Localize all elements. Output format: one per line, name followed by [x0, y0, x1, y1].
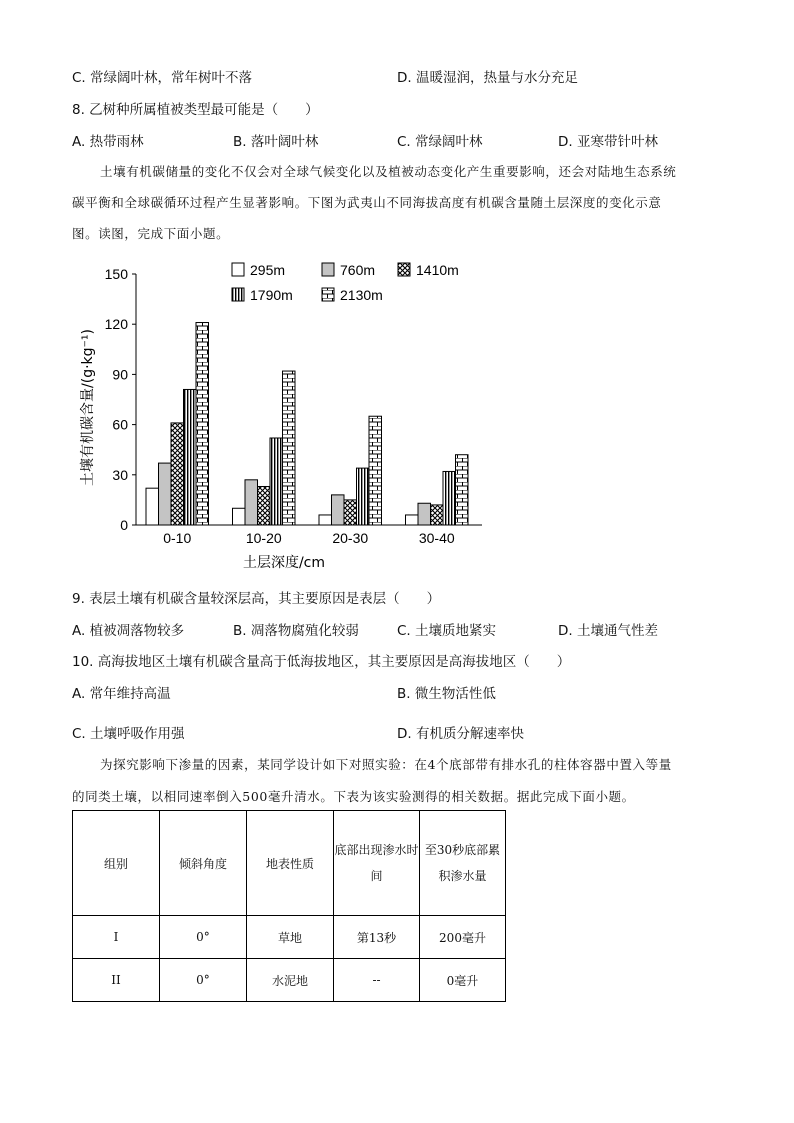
passage1-line2: 碳平衡和全球碳循环过程产生显著影响。下图为武夷山不同海拔高度有机碳含量随土层深度的变化示意: [72, 195, 662, 210]
carbon-chart-svg: [70, 258, 490, 578]
bar-2130m: [369, 416, 382, 525]
q9-option-a: A. 植被凋落物较多: [72, 623, 185, 639]
x-tick-label: 30-40: [418, 530, 455, 546]
cell-surface: 水泥地: [247, 959, 334, 1002]
q9-option-b: B. 凋落物腐殖化较弱: [233, 623, 359, 639]
option-d-prev: D. 温暖湿润，热量与水分充足: [397, 70, 578, 86]
bar-1790m: [443, 471, 456, 525]
q10-option-a: A. 常年维持高温: [72, 686, 171, 702]
legend-swatch: [398, 263, 410, 276]
legend-label: 760m: [340, 262, 376, 278]
bar-1410m: [171, 423, 184, 525]
y-tick-label: 120: [104, 316, 128, 333]
table-row: [73, 959, 506, 1002]
bar-1410m: [344, 500, 357, 525]
bar-1790m: [184, 389, 197, 525]
q9-option-d: D. 土壤通气性差: [558, 623, 658, 639]
bar-760m: [332, 495, 345, 525]
cell-seep-time: 第13秒: [334, 916, 420, 959]
table-header-row: [73, 811, 506, 916]
experiment-table: [72, 810, 506, 1002]
header-seep-time: 底部出现渗水时间: [334, 811, 420, 916]
cell-surface: 草地: [247, 916, 334, 959]
q9-option-c: C. 土壤质地紧实: [397, 623, 497, 639]
cell-angle: 0°: [160, 959, 247, 1002]
passage1-line3: 图。读图，完成下面小题。: [72, 226, 230, 241]
x-tick-label: 10-20: [245, 530, 282, 546]
q10-option-b: B. 微生物活性低: [397, 686, 496, 702]
question-8-stem: 8. 乙树种所属植被类型最可能是（ ）: [72, 102, 319, 118]
bar-2130m: [456, 455, 469, 525]
legend-swatch: [322, 263, 334, 276]
cell-seep-time: --: [334, 959, 420, 1002]
q10-option-c: C. 土壤呼吸作用强: [72, 726, 185, 742]
x-tick-label: 0-10: [163, 530, 192, 546]
passage2-line2: 的同类土壤，以相同速率倒入500毫升清水。下表为该实验测得的相关数据。据此完成下面小题。: [72, 789, 635, 804]
table-row: [73, 916, 506, 959]
q8-option-b: B. 落叶阔叶林: [233, 134, 319, 150]
bar-2130m: [196, 323, 209, 525]
legend-swatch: [232, 263, 244, 276]
question-9-stem: 9. 表层土壤有机碳含量较深层高，其主要原因是表层（ ）: [72, 591, 441, 607]
legend-swatch: [232, 288, 244, 301]
cell-seep-volume: 200毫升: [420, 916, 506, 959]
question-10-stem: 10. 高海拔地区土壤有机碳含量高于低海拔地区，其主要原因是高海拔地区（ ）: [72, 654, 571, 670]
passage1-line1: 土壤有机碳储量的变化不仅会对全球气候变化以及植被动态变化产生重要影响，还会对陆地生态系统: [100, 164, 677, 179]
bar-2130m: [283, 371, 296, 525]
bar-1410m: [258, 487, 271, 525]
q8-option-a: A. 热带雨林: [72, 134, 144, 150]
passage2-line1: 为探究影响下渗量的因素，某同学设计如下对照实验：在4个底部带有排水孔的柱体容器中置入等量: [100, 757, 672, 772]
bar-760m: [418, 503, 431, 525]
legend-label: 295m: [250, 262, 286, 278]
cell-seep-volume: 0毫升: [420, 959, 506, 1002]
y-axis-label: 土壤有机碳含量/(g·kg⁻¹): [80, 329, 96, 486]
legend-label: 1410m: [416, 262, 459, 278]
bar-295m: [319, 515, 332, 525]
bar-295m: [146, 488, 159, 525]
cell-group: I: [73, 916, 160, 959]
header-angle: 倾斜角度: [160, 811, 247, 916]
legend-label: 1790m: [250, 287, 293, 303]
bar-295m: [406, 515, 419, 525]
cell-group: II: [73, 959, 160, 1002]
bar-1790m: [270, 438, 283, 525]
y-tick-label: 30: [112, 466, 128, 483]
header-surface: 地表性质: [247, 811, 334, 916]
legend-swatch: [322, 288, 334, 301]
q8-option-c: C. 常绿阔叶林: [397, 134, 483, 150]
y-tick-label: 0: [120, 517, 128, 533]
y-tick-label: 60: [112, 416, 128, 433]
y-tick-label: 90: [112, 366, 128, 383]
header-seep-volume: 至30秒底部累积渗水量: [420, 811, 506, 916]
y-tick-label: 150: [104, 266, 128, 282]
x-axis-label: 土层深度/cm: [242, 555, 326, 571]
bar-760m: [159, 463, 172, 525]
header-group: 组别: [73, 811, 160, 916]
legend-label: 2130m: [340, 287, 383, 303]
q10-option-d: D. 有机质分解速率快: [397, 726, 524, 742]
bar-295m: [233, 508, 246, 525]
option-c-prev: C. 常绿阔叶林，常年树叶不落: [72, 70, 253, 86]
bar-1790m: [357, 468, 370, 525]
cell-angle: 0°: [160, 916, 247, 959]
carbon-chart: [70, 258, 490, 578]
bar-760m: [245, 480, 258, 525]
x-tick-label: 20-30: [332, 530, 369, 546]
bar-1410m: [431, 505, 444, 525]
q8-option-d: D. 亚寒带针叶林: [558, 134, 658, 150]
